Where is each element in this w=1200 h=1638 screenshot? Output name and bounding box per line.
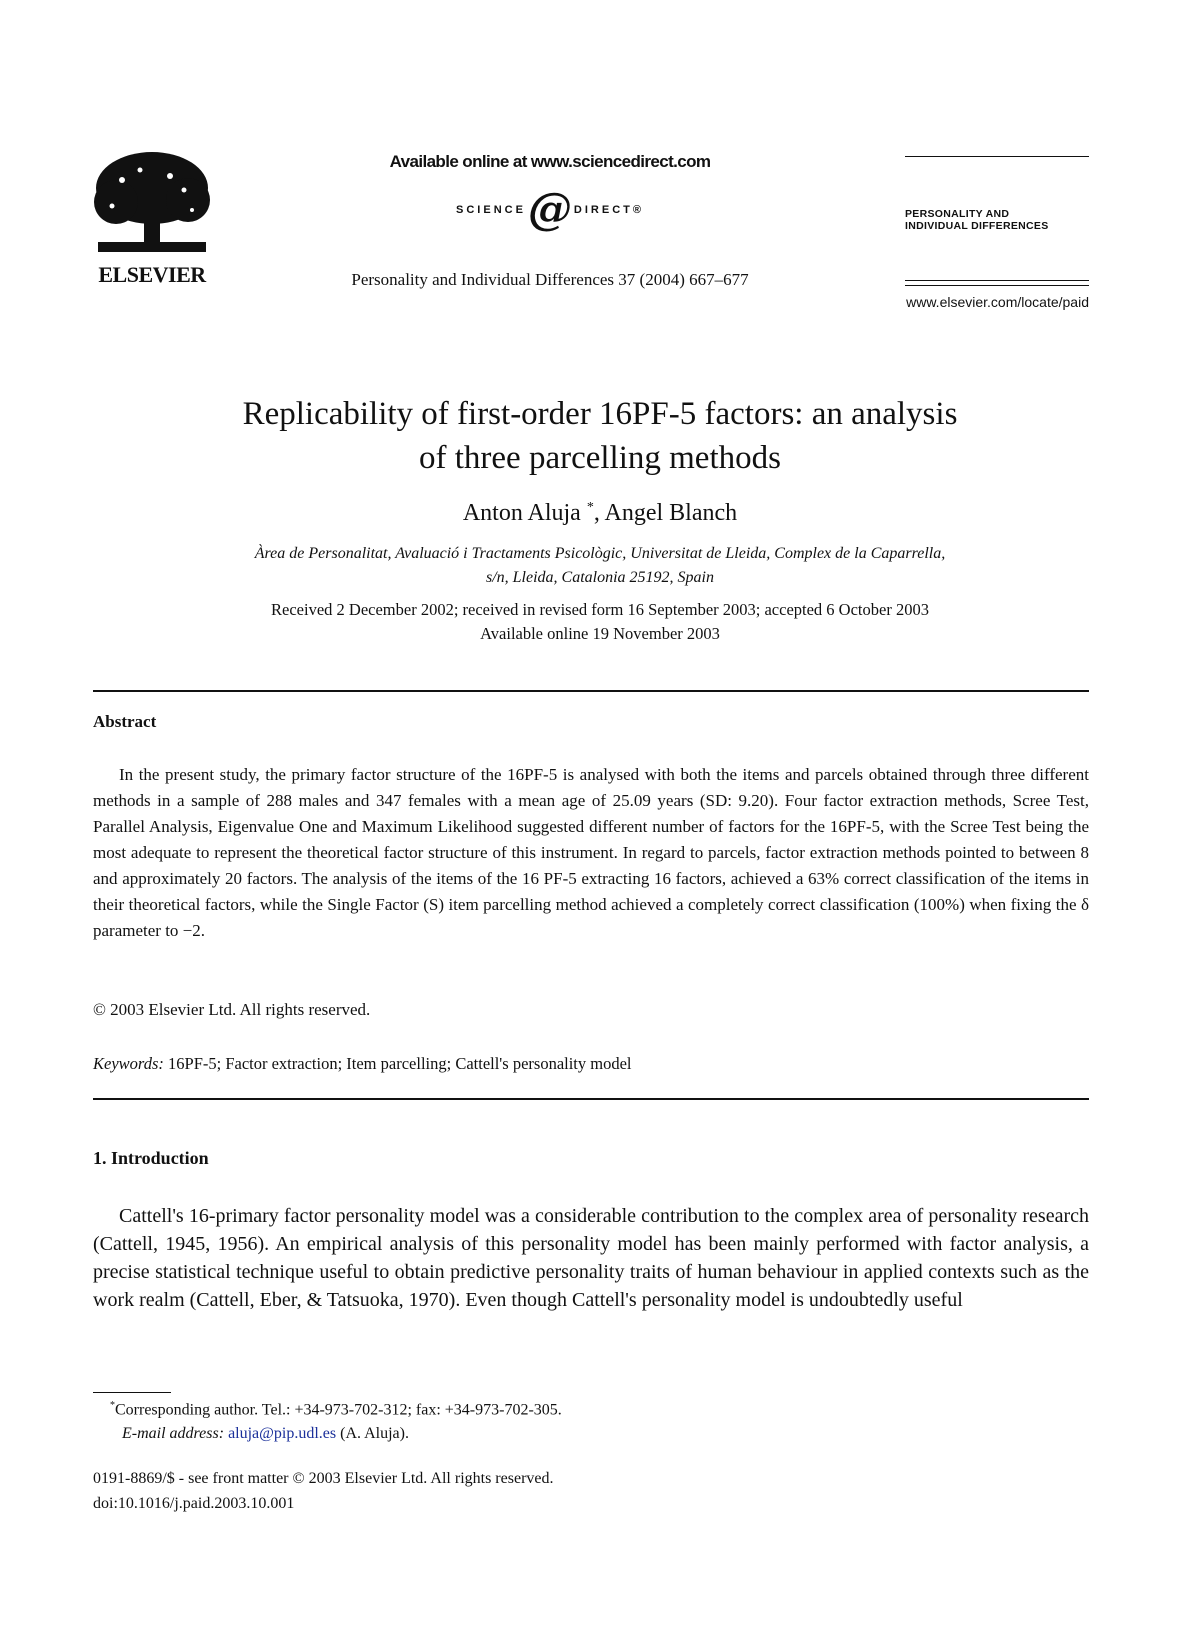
journal-citation: Personality and Individual Differences 37 (2004) 667–677 [351,270,749,289]
sd-logo-left: SCIENCE [456,204,526,216]
abstract-rule-top [93,690,1089,692]
sciencedirect-logo [400,186,700,234]
paper-authors [100,500,1100,527]
affiliation-line2: s/n, Lleida, Catalonia 25192, Spain [485,569,714,586]
footnote-author-text: Corresponding author. Tel.: +34-973-702-312; fax: +34-973-702-305. [115,1401,562,1419]
affiliation-line1: Àrea de Personalitat, Avaluació i Tractaments Psicològic, Universitat de Lleida, Complex de la Caparrella, [254,545,946,562]
journal-url-link[interactable]: www.elsevier.com/locate/paid [906,294,1089,310]
abstract-heading: Abstract [93,712,157,731]
footnote-corresponding-author [110,1400,562,1419]
available-online-date: Available online 19 November 2003 [480,624,720,643]
sd-logo-right: DIRECT® [573,204,644,216]
available-online-text: Available online at www.sciencedirect.com [389,152,711,171]
corresponding-author-mark[interactable]: * [586,500,594,515]
footnote-mark: * [110,1400,115,1411]
email-suffix: (A. Aluja). [336,1425,409,1442]
email-label: E-mail address: [122,1425,225,1442]
abstract-body [93,762,1089,944]
sd-at-icon: @ [527,184,572,235]
publisher-name: ELSEVIER [98,262,206,287]
email-link[interactable]: aluja@pip.udl.es [228,1425,337,1442]
journal-name-block [905,208,1105,232]
journal-name-line2: INDIVIDUAL DIFFERENCES [905,220,1049,232]
paper-affiliation [100,542,1100,590]
footnote-rule [93,1392,171,1393]
copyright-line: © 2003 Elsevier Ltd. All rights reserved. [93,1000,371,1019]
title-line2: of three parcelling methods [419,440,781,476]
received-dates: Received 2 December 2002; received in revised form 16 September 2003; accepted 6 October 2003 [271,600,929,619]
doi-line[interactable]: doi:10.1016/j.paid.2003.10.001 [93,1495,295,1512]
keywords-label: Keywords: [93,1054,164,1073]
journal-name-line1: PERSONALITY AND [905,208,1010,220]
paper-dates [100,598,1100,646]
section-heading-introduction: 1. Introduction [93,1148,209,1168]
abstract-paragraph: In the present study, the primary factor structure of the 16PF-5 is analysed with both the items and parcels obtained through three different methods in a sample of 288 males and 347 females with a mean age of 25.09 years (SD: 9.20). Four factor extraction methods, Scree Test, Parallel Analysis, Eigenvalue One and Maximum Likelihood suggested different number of factors for the 16PF-5, with the Scree Test being the most adequate to represent the theoretical factor structure of this instrument. In regard to parcels, factor extraction methods pointed to between 8 and approximately 20 factors. The analysis of the items of the 16 PF-5 extracting 16 factors, achieved a 63% correct classification of the items in their theoretical factors, while the Single Factor (S) item parcelling method achieved a completely correct classification (100%) when fixing the δ parameter to −2. [93,765,1089,940]
journal-rule-top [905,156,1089,157]
keywords-line [93,1054,632,1074]
intro-paragraph: Cattell's 16-primary factor personality model was a considerable contribution to the complex area of personality research (Cattell, 1945, 1956). An empirical analysis of this personality model has been mainly performed with factor analysis, a precise statistical technique useful to obtain predictive personality traits of human behaviour in applied contexts such as the work realm (Cattell, Eber, & Tatsuoka, 1970). Even though Cattell's personality model is undoubtedly useful [93,1205,1089,1311]
title-line1: Replicability of first-order 16PF-5 factors: an analysis [242,396,958,432]
paper-title [100,392,1100,480]
author-1: Anton Aluja [462,500,581,526]
author-separator: , [593,500,605,526]
abstract-rule-bottom [93,1098,1089,1100]
front-matter-line: 0191-8869/$ - see front matter © 2003 Elsevier Ltd. All rights reserved. [93,1470,554,1487]
footnote-email [122,1425,409,1443]
intro-body [93,1202,1089,1314]
journal-rule-bottom [905,280,1089,286]
author-2: Angel Blanch [604,500,738,526]
keywords-list: 16PF-5; Factor extraction; Item parcelling; Cattell's personality model [163,1054,632,1073]
